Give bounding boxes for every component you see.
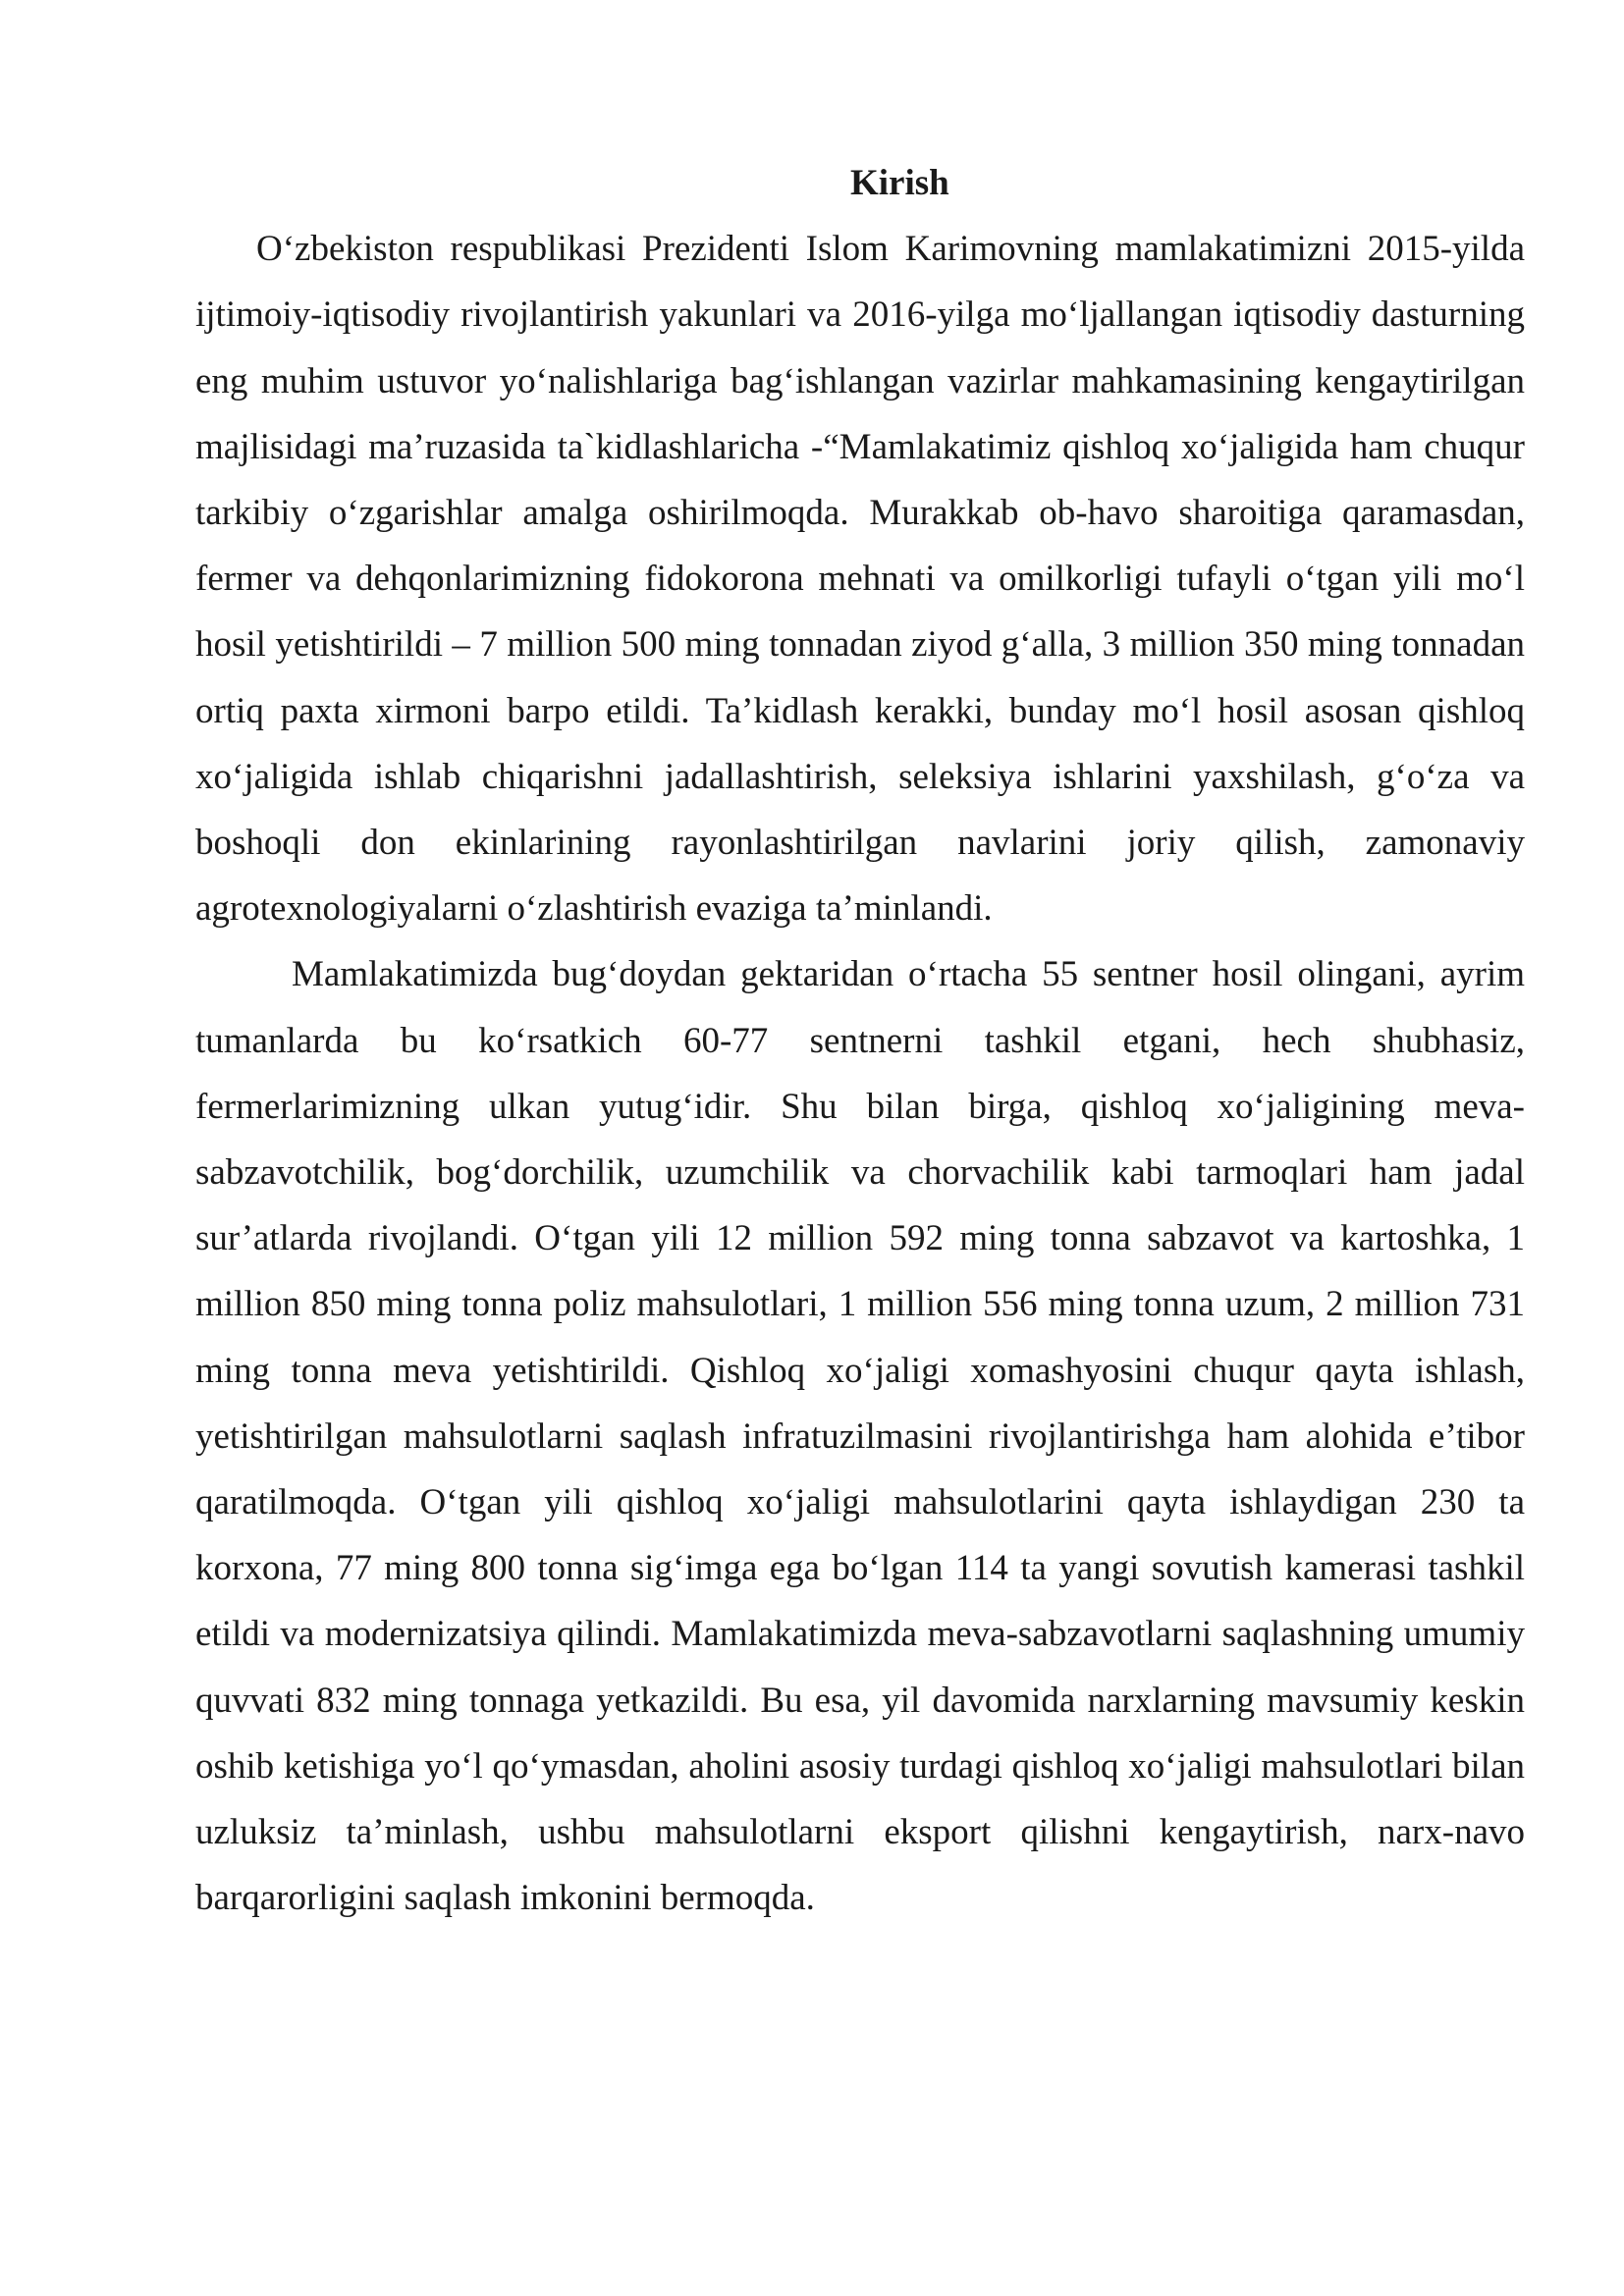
document-page (195, 150, 1525, 1931)
paragraph-1: O‘zbekiston respublikasi Prezidenti Islom Karimovning mamlakatimizni 2015-yilda ijtimoiy-iqtisodiy rivojlantirish yakunlari va 2016-yilga mo‘ljallangan iqtisodiy dasturning eng muhim ustuvor yo‘nalishlariga bag‘ishlangan vazirlar mahkamasining kengaytirilgan majlisidagi ma’ruzasida ta`kidlashlaricha -“Mamlakatimiz qishloq xo‘jaligida ham chuqur tarkibiy o‘zgarishlar amalga oshirilmoqda. Murakkab ob-havo sharoitiga qaramasdan, fermer va dehqonlarimizning fidokorona mehnati va omilkorligi tufayli o‘tgan yili mo‘l hosil yetishtirildi – 7 million 500 ming tonnadan ziyod g‘alla, 3 million 350 ming tonnadan ortiq paxta xirmoni barpo etildi. Ta’kidlash kerakki, bunday mo‘l hosil asosan qishloq xo‘jaligida ishlab chiqarishni jadallashtirish, seleksiya ishlarini yaxshilash, g‘o‘za va boshoqli don ekinlarining rayonlashtirilgan navlarini joriy qilish, zamonaviy agrotexnologiyalarni o‘zlashtirish evaziga ta’minlandi. (195, 229, 1525, 930)
document-title: Kirish (850, 163, 949, 203)
paragraph-2: Mamlakatimizda bug‘doydan gektaridan o‘rtacha 55 sentner hosil olingani, ayrim tumanlarda bu ko‘rsatkich 60-77 sentnerni tashkil etgani, hech shubhasiz, fermerlarimizning ulkan yutug‘idir. Shu bilan birga, qishloq xo‘jaligining meva-sabzavotchilik, bog‘dorchilik, uzumchilik va chorvachilik kabi tarmoqlari ham jadal sur’atlarda rivojlandi. O‘tgan yili 12 million 592 ming tonna sabzavot va kartoshka, 1 million 850 ming tonna poliz mahsulotlari, 1 million 556 ming tonna uzum, 2 million 731 ming tonna meva yetishtirildi. Qishloq xo‘jaligi xomashyosini chuqur qayta ishlash, yetishtirilgan mahsulotlarni saqlash infratuzilmasini rivojlantirishga ham alohida e’tibor qaratilmoqda. O‘tgan yili qishloq xo‘jaligi mahsulotlarini qayta ishlaydigan 230 ta korxona, 77 ming 800 tonna sig‘imga ega bo‘lgan 114 ta yangi sovutish kamerasi tashkil etildi va modernizatsiya qilindi. Mamlakatimizda meva-sabzavotlarni saqlashning umumiy quvvati 832 ming tonnaga yetkazildi. Bu esa, yil davomida narxlarning mavsumiy keskin oshib ketishiga yo‘l qo‘ymasdan, aholini asosiy turdagi qishloq xo‘jaligi mahsulotlari bilan uzluksiz ta’minlash, ushbu mahsulotlarni eksport qilishni kengaytirish, narx-navo barqarorligini saqlash imkonini bermoqda. (195, 954, 1525, 1919)
